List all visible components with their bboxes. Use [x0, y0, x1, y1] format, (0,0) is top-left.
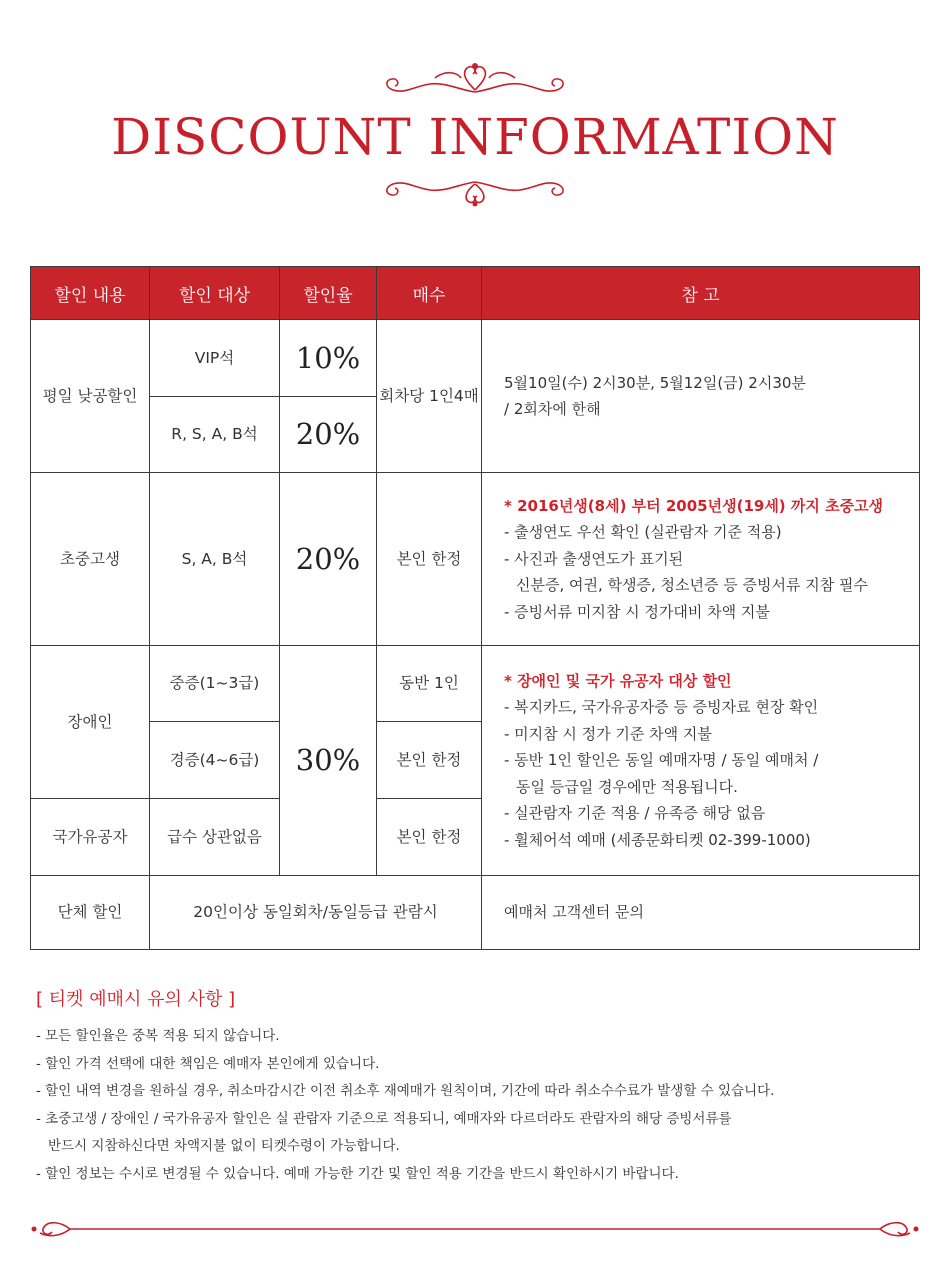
weekday-category: [31, 320, 150, 473]
veteran-quantity: 본인 한정: [377, 799, 482, 876]
table-row: [31, 473, 920, 646]
header-discount-target: 할인 대상: [150, 267, 280, 320]
page-title: DISCOUNT INFORMATION: [111, 108, 839, 166]
veteran-target: 급수 상관없음: [150, 799, 280, 876]
table-row: [31, 876, 920, 950]
weekday-category-line1: 평일: [42, 386, 73, 405]
list-item: - 할인 내역 변경을 원하실 경우, 취소마감시간 이전 취소후 재예매가 원칙이며, 기간에 따라 취소수수료가 발생할 수 있습니다.: [36, 1083, 775, 1099]
list-item: - 할인 정보는 수시로 변경될 수 있습니다. 예매 가능한 기간 및 할인 적용 기간을 반드시 확인하시기 바랍니다.: [36, 1165, 679, 1182]
weekday-notes: [482, 320, 920, 473]
disabled-note-line: - 휠체어석 예매 (세종문화티켓 02-399-1000): [504, 830, 811, 849]
weekday-quantity-line1: 회차당: [379, 386, 425, 405]
student-note-line: - 증빙서류 미지참 시 정가대비 차액 지불: [504, 602, 770, 621]
ornament-bottom-icon: [375, 176, 575, 208]
weekday-note-line: 5월10일(수) 2시30분, 5월12일(금) 2시30분: [504, 373, 806, 392]
list-item: - 모든 할인율은 중복 적용 되지 않습니다.: [36, 1028, 280, 1044]
student-category: 초중고생: [31, 473, 150, 646]
ornament-top-icon: [375, 60, 575, 100]
header-discount-rate: 할인율: [280, 267, 377, 320]
weekday-note-line: / 2회차에 한해: [504, 400, 601, 418]
disabled-note-line: - 동반 1인 할인은 동일 예매자명 / 동일 예매처 /: [504, 751, 819, 770]
veteran-category: 국가유공자: [31, 799, 150, 876]
table-row: [31, 646, 920, 722]
group-target: 20인이상 동일회차/동일등급 관람시: [150, 876, 482, 950]
student-rate: 20%: [280, 473, 377, 646]
student-notes: [482, 473, 920, 646]
student-target: S, A, B석: [150, 473, 280, 646]
disabled-note-line: - 미지참 시 정가 기준 차액 지불: [504, 724, 712, 743]
caution-item-line: 반드시 지참하신다면 차액지불 없이 티켓수령이 가능합니다.: [48, 1138, 400, 1154]
table-header-row: [31, 267, 920, 320]
caution-section: [36, 985, 916, 1188]
weekday-category-line2: 낮공할인: [77, 386, 138, 405]
disabled-rate: 30%: [280, 646, 377, 876]
student-note-title: * 2016년생(8세) 부터 2005년생(19세) 까지 초중고생: [504, 496, 884, 515]
weekday-rate-vip: 10%: [280, 320, 377, 397]
header-notes: 참 고: [482, 267, 920, 320]
disabled-note-line: 동일 등급일 경우에만 적용됩니다.: [516, 777, 738, 796]
header-quantity: 매수: [377, 267, 482, 320]
caution-item-line: - 초중고생 / 장애인 / 국가유공자 할인은 실 관람자 기준으로 적용되니, 예매자와 다르더라도 관람자의 해당 증빙서류를: [36, 1110, 732, 1127]
student-note-line: - 출생연도 우선 확인 (실관람자 기준 적용): [504, 523, 782, 542]
list-item: [36, 1106, 916, 1161]
weekday-target-rsab: R, S, A, B석: [150, 397, 280, 473]
disabled-quantity-self: 본인 한정: [377, 722, 482, 799]
header-discount-type: 할인 내용: [31, 267, 150, 320]
student-quantity: 본인 한정: [377, 473, 482, 646]
group-note: 예매처 고객센터 문의: [482, 876, 920, 950]
disabled-note-line: - 실관람자 기준 적용 / 유족증 해당 없음: [504, 804, 766, 823]
caution-list: [36, 1023, 916, 1188]
table-row: [31, 320, 920, 397]
disabled-category: 장애인: [31, 646, 150, 799]
student-note-line: - 사진과 출생연도가 표기된: [504, 549, 684, 568]
list-item: - 할인 가격 선택에 대한 책임은 예매자 본인에게 있습니다.: [36, 1055, 380, 1072]
disabled-notes: [482, 646, 920, 876]
weekday-quantity-line2: 1인4매: [429, 386, 479, 405]
disabled-note-title: * 장애인 및 국가 유공자 대상 할인: [504, 671, 732, 690]
disabled-quantity-companion: 동반 1인: [377, 646, 482, 722]
weekday-quantity: [377, 320, 482, 473]
ornament-divider-icon: [30, 1218, 920, 1240]
disabled-target-severe: 중증(1~3급): [150, 646, 280, 722]
caution-title: [ 티켓 예매시 유의 사항 ]: [36, 989, 236, 1010]
group-category: 단체 할인: [31, 876, 150, 950]
discount-table: [30, 266, 920, 950]
weekday-target-vip: VIP석: [150, 320, 280, 397]
student-note-line: 신분증, 여권, 학생증, 청소년증 등 증빙서류 지참 필수: [516, 576, 868, 595]
disabled-note-line: - 복지카드, 국가유공자증 등 증빙자료 현장 확인: [504, 698, 819, 717]
disabled-target-mild: 경증(4~6급): [150, 722, 280, 799]
weekday-rate-rsab: 20%: [280, 397, 377, 473]
